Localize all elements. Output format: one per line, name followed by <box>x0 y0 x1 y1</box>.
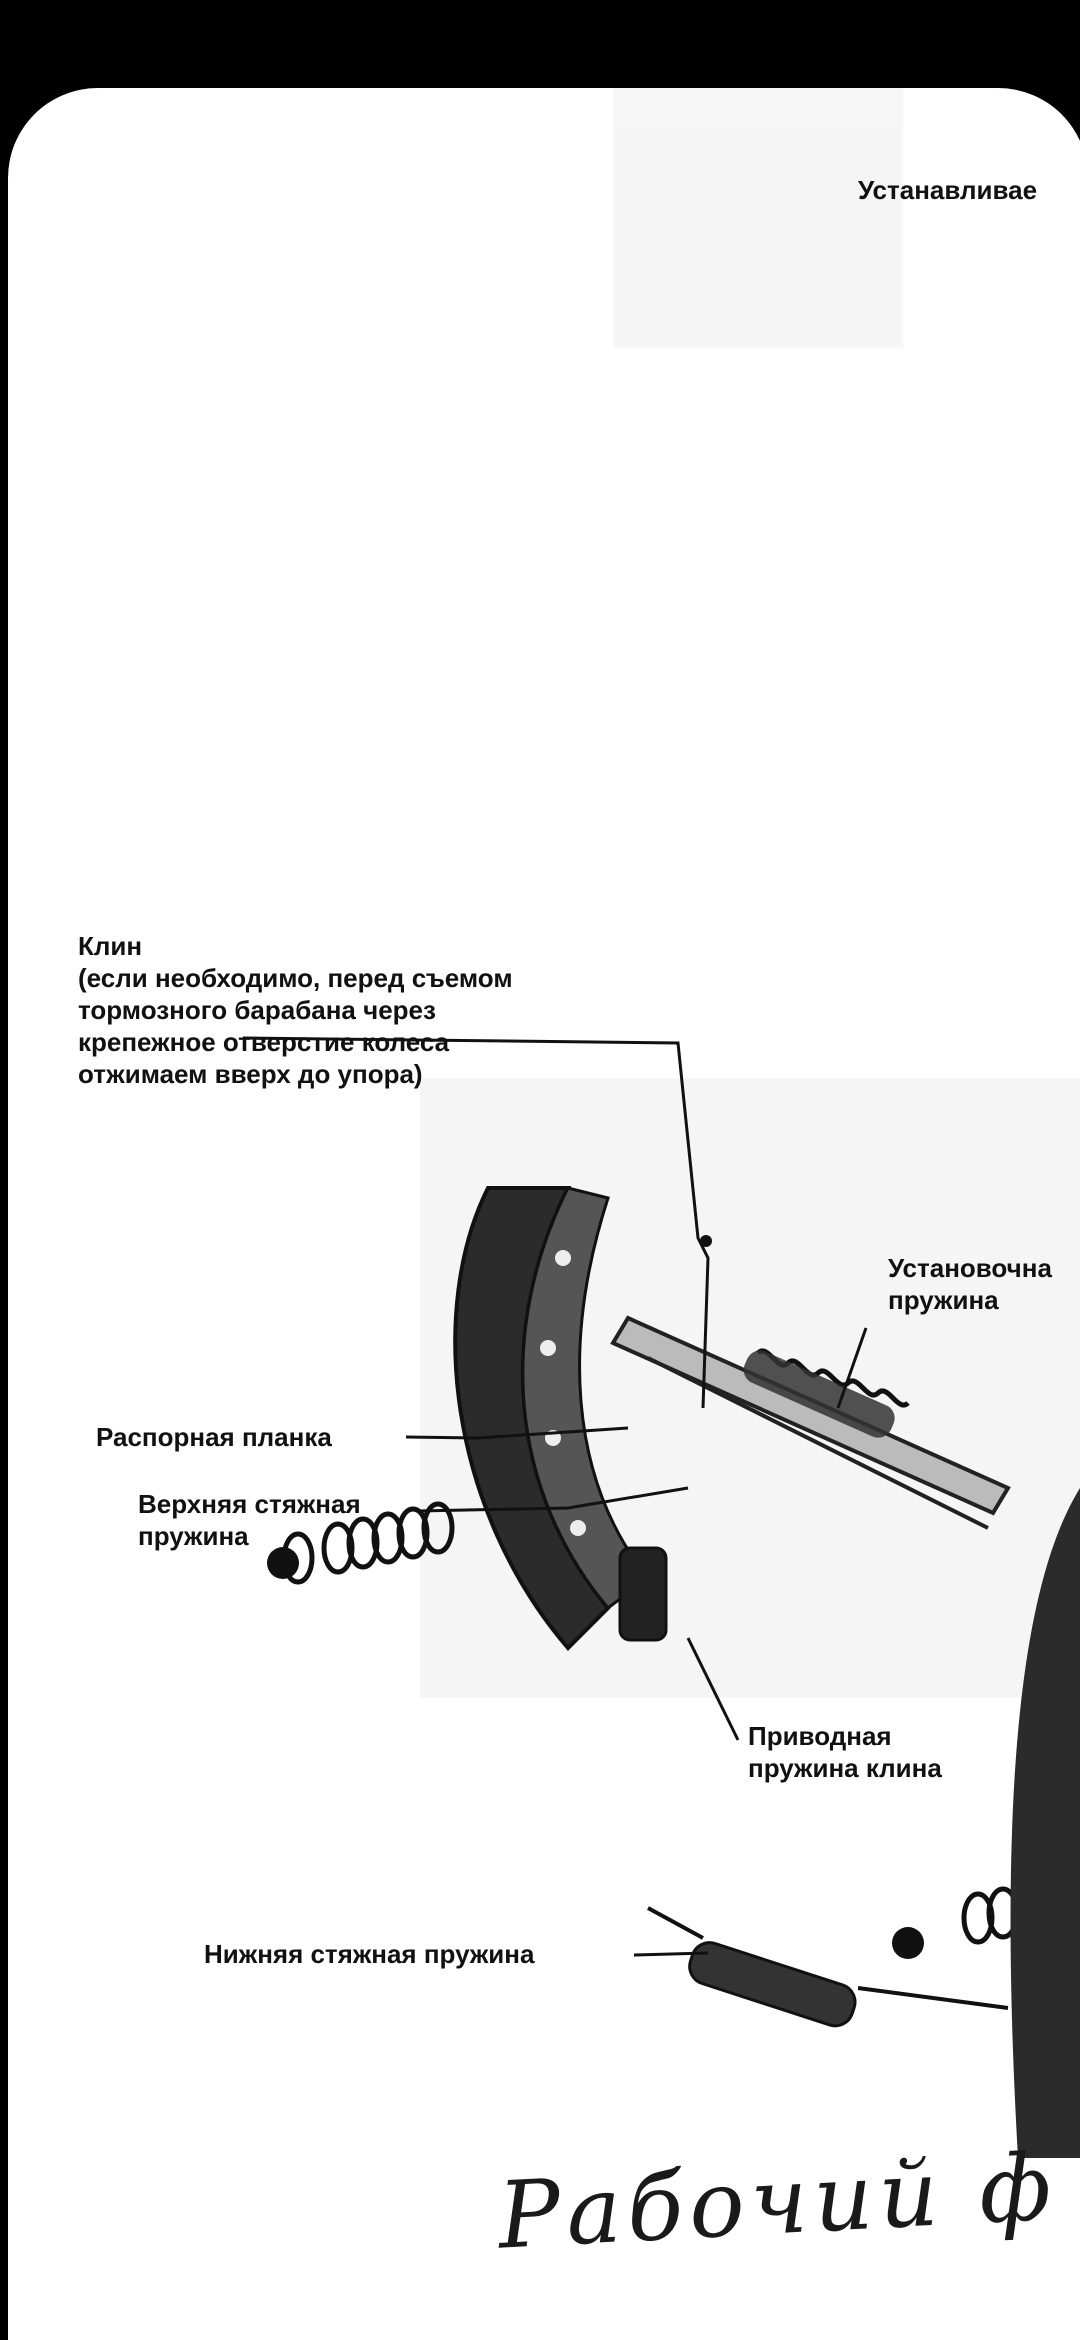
wedge-drive-spring-label: Приводная пружина клина <box>748 1721 942 1783</box>
brake-shoe-diagram <box>8 88 1080 2340</box>
wedge-label: Клин (если необходимо, перед съемом тормозного барабана через крепежное отверстие колеса отжимаем вверх до упора) <box>78 931 513 1089</box>
document-sheet <box>8 88 1080 2340</box>
setting-spring-label: Установочна пружина <box>888 1253 1052 1315</box>
upper-return-spring-label: Верхняя стяжная пружина <box>138 1489 361 1551</box>
top-caption: Устанавливае <box>858 175 1038 205</box>
strut-label: Распорная планка <box>96 1422 332 1452</box>
handwritten-note: Рабочий ф <box>495 2133 1060 2270</box>
lower-return-spring-label: Нижняя стяжная пружина <box>204 1939 535 1969</box>
